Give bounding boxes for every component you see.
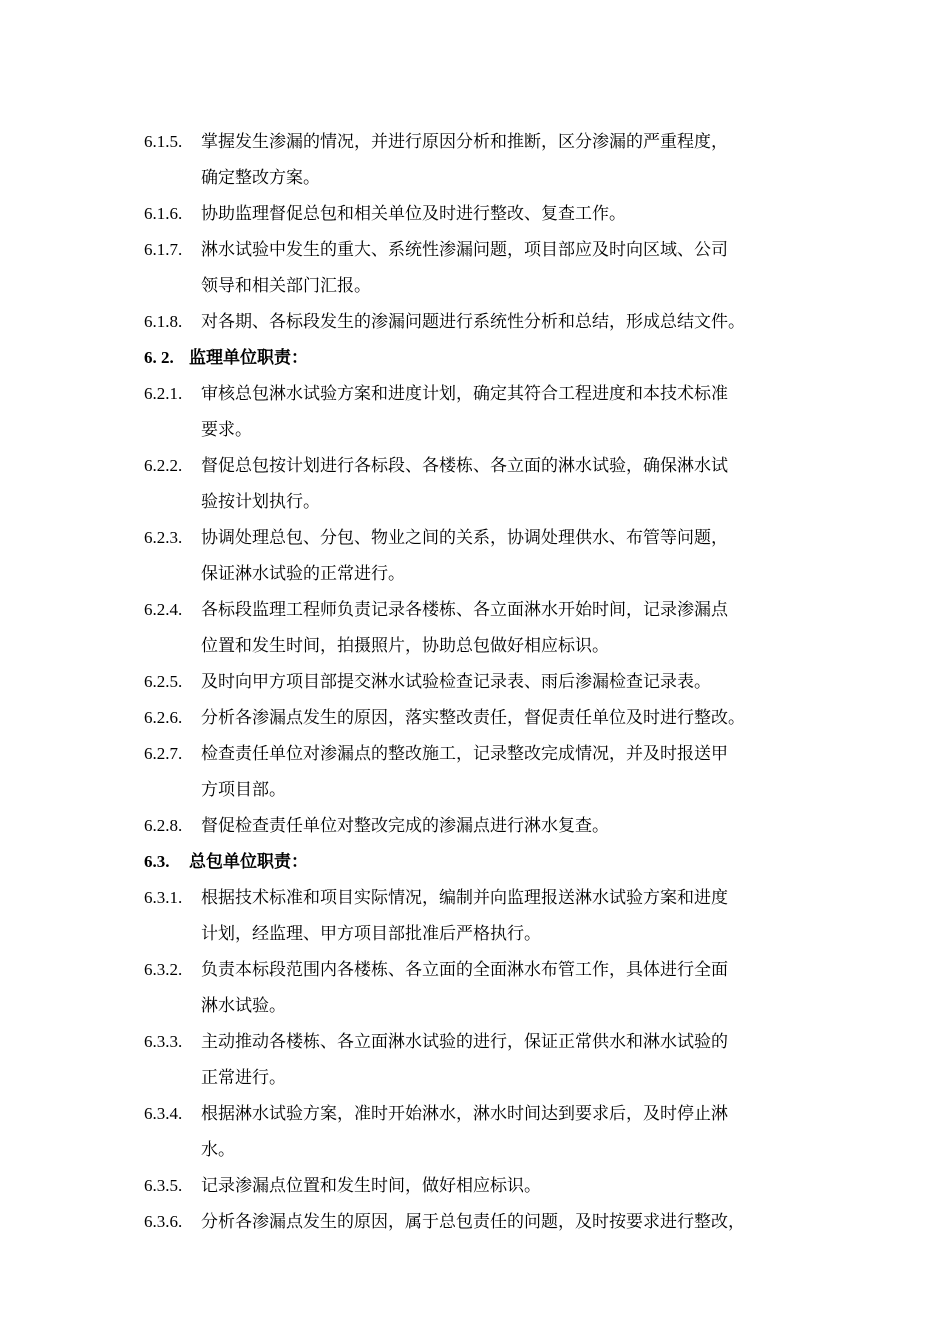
clause-text: 对各期、各标段发生的渗漏问题进行系统性分析和总结，形成总结文件。: [201, 312, 745, 332]
clause-number: 6.3.: [144, 852, 170, 871]
clause-text: 分析各渗漏点发生的原因，落实整改责任，督促责任单位及时进行整改。: [201, 708, 745, 728]
clause-number: 6.3.6.: [144, 1212, 183, 1231]
clause-number: 6.3.5.: [144, 1176, 183, 1195]
clause-text: 及时向甲方项目部提交淋水试验检查记录表、雨后渗漏检查记录表。: [201, 672, 711, 692]
clause-number: 6.1.8.: [144, 312, 183, 331]
clause-text-continuation: 计划，经监理、甲方项目部批准后严格执行。: [201, 924, 541, 944]
clause-text-continuation: 保证淋水试验的正常进行。: [201, 564, 405, 584]
section-heading: [144, 844, 824, 880]
clause-number: 6.2.6.: [144, 708, 183, 727]
clause-number: 6.1.6.: [144, 204, 183, 223]
clause-text-continuation: 方项目部。: [201, 780, 286, 800]
clause-number: 6.3.3.: [144, 1032, 183, 1051]
clause-text: 各标段监理工程师负责记录各楼栋、各立面淋水开始时间，记录渗漏点: [201, 600, 728, 620]
clause-text: 记录渗漏点位置和发生时间，做好相应标识。: [201, 1176, 541, 1196]
clause-text: 审核总包淋水试验方案和进度计划，确定其符合工程进度和本技术标准: [201, 384, 728, 404]
clause-text: 督促检查责任单位对整改完成的渗漏点进行淋水复查。: [201, 816, 609, 836]
clause-item: [144, 304, 824, 340]
clause-text-continuation: 确定整改方案。: [201, 168, 320, 188]
clause-text-continuation: 领导和相关部门汇报。: [201, 276, 371, 296]
clause-text: 主动推动各楼栋、各立面淋水试验的进行，保证正常供水和淋水试验的: [201, 1032, 728, 1052]
clause-number: 6.3.1.: [144, 888, 183, 907]
clause-item: [144, 1096, 824, 1168]
clause-item: [144, 232, 824, 304]
clause-number: 6.1.7.: [144, 240, 183, 259]
clause-number: 6.2.2.: [144, 456, 183, 475]
clause-text-continuation: 正常进行。: [201, 1068, 286, 1088]
clause-item: [144, 952, 824, 1024]
clause-text-continuation: 位置和发生时间，拍摄照片，协助总包做好相应标识。: [201, 636, 609, 656]
clause-text: 检查责任单位对渗漏点的整改施工，记录整改完成情况，并及时报送甲: [201, 744, 728, 764]
clause-text-continuation: 验按计划执行。: [201, 492, 320, 512]
clause-number: 6.2.3.: [144, 528, 183, 547]
clause-number: 6.2.7.: [144, 744, 183, 763]
clause-item: [144, 1204, 824, 1240]
clause-item: [144, 808, 824, 844]
clause-number: 6.2.8.: [144, 816, 183, 835]
clause-item: [144, 376, 824, 448]
clause-number: 6.2.4.: [144, 600, 183, 619]
clause-text: 协助监理督促总包和相关单位及时进行整改、复查工作。: [201, 204, 626, 224]
clause-text: 根据淋水试验方案，准时开始淋水，淋水时间达到要求后，及时停止淋: [201, 1104, 728, 1124]
clause-text: 淋水试验中发生的重大、系统性渗漏问题，项目部应及时向区域、公司: [201, 240, 728, 260]
section-heading: [144, 340, 824, 376]
clause-item: [144, 700, 824, 736]
clause-number: 6.3.4.: [144, 1104, 183, 1123]
clause-item: [144, 520, 824, 592]
clause-text-continuation: 水。: [201, 1140, 235, 1160]
clause-text: 总包单位职责：: [189, 852, 308, 872]
clause-item: [144, 736, 824, 808]
clause-item: [144, 124, 824, 196]
clause-item: [144, 196, 824, 232]
clause-item: [144, 1168, 824, 1204]
clause-number: 6.3.2.: [144, 960, 183, 979]
clause-number: 6.1.5.: [144, 132, 183, 151]
clause-text: 掌握发生渗漏的情况，并进行原因分析和推断，区分渗漏的严重程度，: [201, 132, 728, 152]
clause-item: [144, 880, 824, 952]
clause-item: [144, 592, 824, 664]
clause-number: 6. 2.: [144, 348, 174, 367]
clause-text: 根据技术标准和项目实际情况，编制并向监理报送淋水试验方案和进度: [201, 888, 728, 908]
clause-text-continuation: 要求。: [201, 420, 252, 440]
clause-text-continuation: 淋水试验。: [201, 996, 286, 1016]
clause-text: 分析各渗漏点发生的原因，属于总包责任的问题，及时按要求进行整改，: [201, 1212, 745, 1232]
clause-number: 6.2.5.: [144, 672, 183, 691]
clause-text: 协调处理总包、分包、物业之间的关系，协调处理供水、布管等问题，: [201, 528, 728, 548]
clause-text: 监理单位职责：: [189, 348, 308, 368]
clause-text: 督促总包按计划进行各标段、各楼栋、各立面的淋水试验，确保淋水试: [201, 456, 728, 476]
clause-number: 6.2.1.: [144, 384, 183, 403]
clause-item: [144, 448, 824, 520]
clause-text: 负责本标段范围内各楼栋、各立面的全面淋水布管工作，具体进行全面: [201, 960, 728, 980]
clause-item: [144, 664, 824, 700]
clause-item: [144, 1024, 824, 1096]
